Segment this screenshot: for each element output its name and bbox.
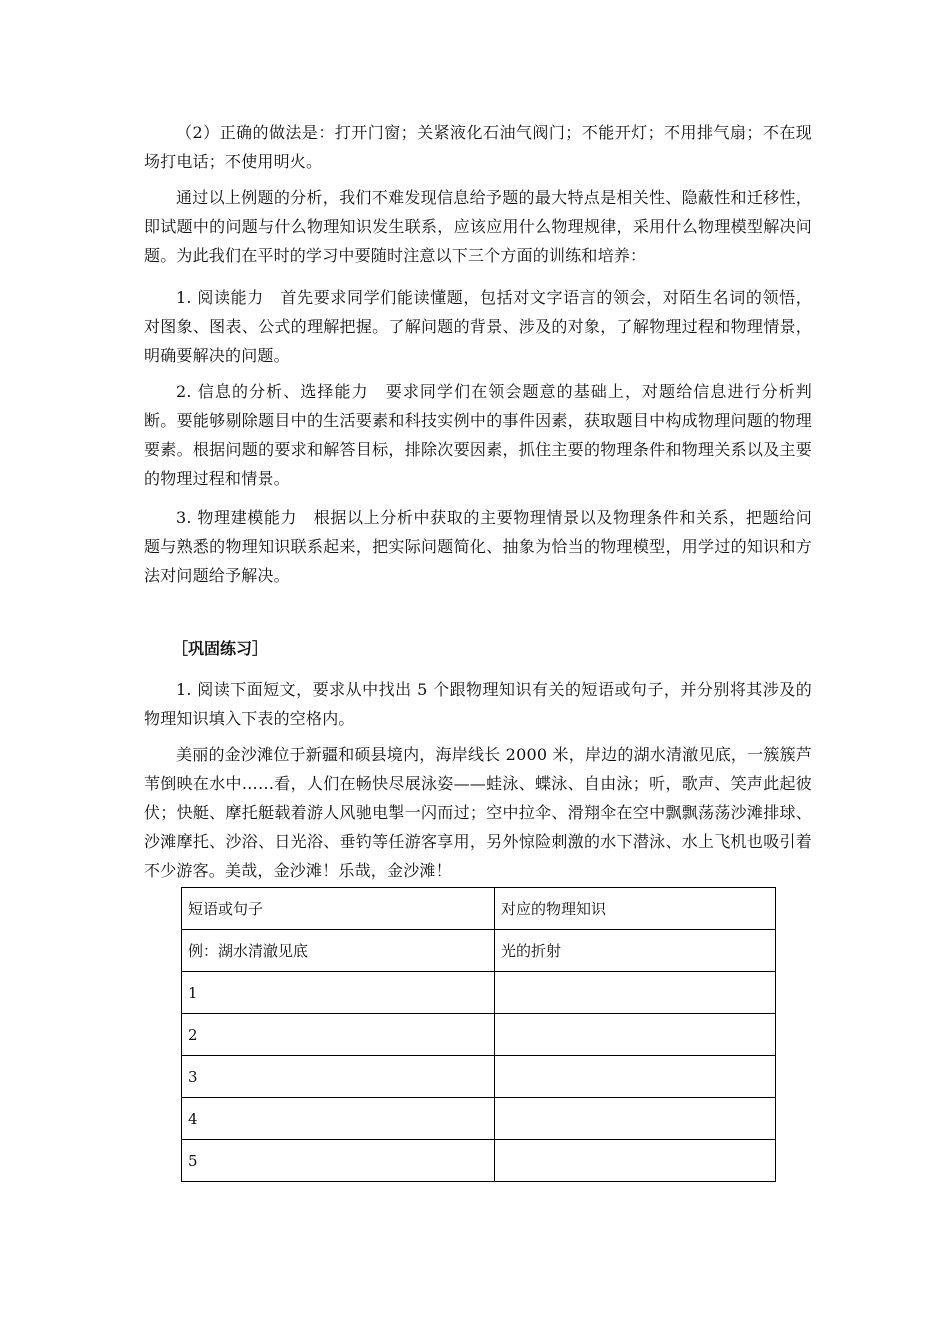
table-cell: 5 xyxy=(182,1140,495,1182)
table-answer-cell[interactable] xyxy=(495,1140,776,1182)
table-cell: 4 xyxy=(182,1098,495,1140)
paragraph-modeling-ability: 3. 物理建模能力 根据以上分析中获取的主要物理情景以及物理条件和关系，把题给问题与熟悉的物理知识联系起来，把实际问题简化、抽象为恰当的物理模型，用学过的知识和方法对问题给予解决。 xyxy=(144,508,812,585)
exercise-passage: 美丽的金沙滩位于新疆和硕县境内，海岸线长 2000 米，岸边的湖水清澈见底，一簇簇芦苇倒映在水中……看，人们在畅快尽展泳姿——蛙泳、蝶泳、自由泳；听，歌声、笑声此起彼伏；快艇、摩托艇载着游人风驰电掣一闪而过；空中拉伞、滑翔伞在空中飘飘荡荡沙滩排球、沙滩摩托、沙浴、日光浴、垂钓等任游客享用，另外惊险刺激的水下潜泳、水上飞机也吸引着不少游客。美哉，金沙滩！乐哉，金沙滩！ xyxy=(144,745,812,880)
table-header-row xyxy=(182,888,776,930)
table-cell: 3 xyxy=(182,1056,495,1098)
paragraph-analysis: 通过以上例题的分析，我们不难发现信息给予题的最大特点是相关性、隐蔽性和迁移性，即试题中的问题与什么物理知识发生联系，应该应用什么物理规律，采用什么物理模型解决问题。为此我们在平时的学习中要随时注意以下三个方面的训练和培养： xyxy=(144,188,812,265)
table-cell: 1 xyxy=(182,972,495,1014)
paragraph-info-analysis: 2. 信息的分析、选择能力 要求同学们在领会题意的基础上，对题给信息进行分析判断。要能够剔除题目中的生活要素和科技实例中的事件因素，获取题目中构成物理问题的物理要素。根据问题的要求和解答目标，排除次要因素，抓住主要的物理条件和物理关系以及主要的物理过程和情景。 xyxy=(144,382,812,488)
exercise-question: 1. 阅读下面短文，要求从中找出 5 个跟物理知识有关的短语或句子，并分别将其涉及的物理知识填入下表的空格内。 xyxy=(144,680,812,728)
table-answer-cell[interactable] xyxy=(495,1056,776,1098)
table-cell: 光的折射 xyxy=(495,930,776,972)
table-answer-cell[interactable] xyxy=(495,972,776,1014)
table-row xyxy=(182,1140,776,1182)
section-heading: ［巩固练习］ xyxy=(172,639,269,658)
table-row xyxy=(182,930,776,972)
paragraph-reading-ability: 1. 阅读能力 首先要求同学们能读懂题，包括对文字语言的领会，对陌生名词的领悟，对图象、图表、公式的理解把握。了解问题的背景、涉及的对象，了解物理过程和物理情景，明确要解决的问题。 xyxy=(144,288,812,365)
table-row xyxy=(182,1056,776,1098)
table-header-cell: 对应的物理知识 xyxy=(495,888,776,930)
table-row xyxy=(182,1014,776,1056)
table-cell: 例：湖水清澈见底 xyxy=(182,930,495,972)
paragraph-correct-method: （2）正确的做法是：打开门窗；关紧液化石油气阀门；不能开灯；不用排气扇；不在现场打电话；不使用明火。 xyxy=(144,123,812,171)
table-row xyxy=(182,1098,776,1140)
table-row xyxy=(182,972,776,1014)
table-cell: 2 xyxy=(182,1014,495,1056)
table-header-cell: 短语或句子 xyxy=(182,888,495,930)
table-answer-cell[interactable] xyxy=(495,1098,776,1140)
answer-table xyxy=(181,887,776,1182)
table-answer-cell[interactable] xyxy=(495,1014,776,1056)
